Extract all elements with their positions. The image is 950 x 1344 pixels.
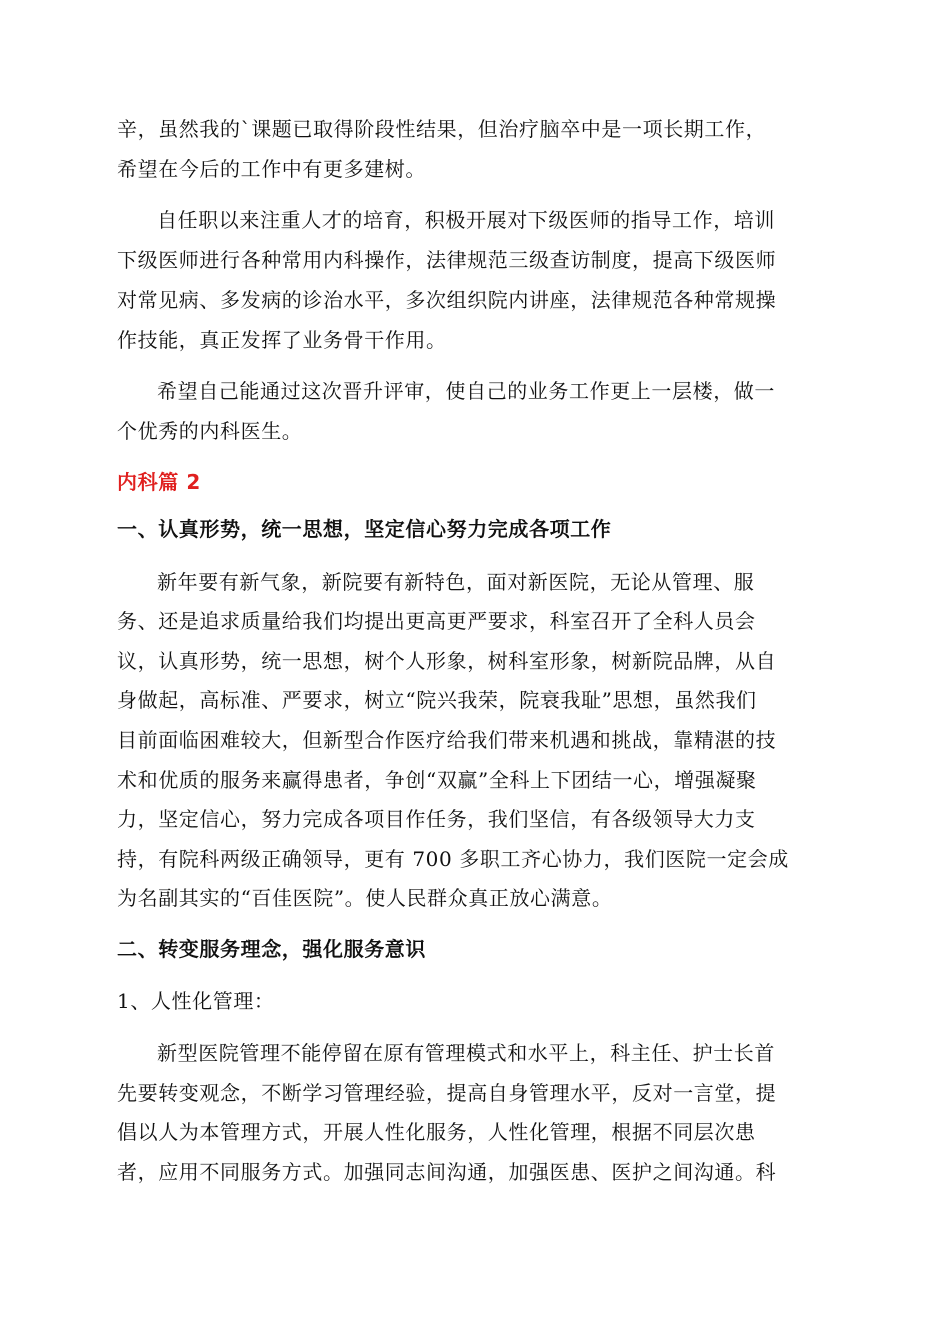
heading-1: 一、认真形势，统一思想，坚定信心努力完成各项工作 bbox=[117, 517, 612, 541]
paragraph-4-line-9: 为名副其实的“百佳医院”。使人民群众真正放心满意。 bbox=[117, 886, 613, 910]
paragraph-4-line-8: 持，有院科两级正确领导，更有 700 多职工齐心协力，我们医院一定会成 bbox=[117, 847, 789, 871]
subheading-1: 1、人性化管理： bbox=[117, 989, 275, 1013]
paragraph-3-line-1: 希望自己能通过这次晋升评审，使自己的业务工作更上一层楼，做一 bbox=[157, 379, 775, 403]
paragraph-4-line-3: 议，认真形势，统一思想，树个人形象，树科室形象，树新院品牌，从自 bbox=[117, 649, 777, 673]
paragraph-4-line-6: 术和优质的服务来赢得患者，争创“双赢”全科上下团结一心，增强凝聚 bbox=[117, 768, 757, 792]
paragraph-5-line-3: 倡以人为本管理方式，开展人性化服务，人性化管理，根据不同层次患 bbox=[117, 1120, 756, 1144]
paragraph-5-line-2: 先要转变观念，不断学习管理经验，提高自身管理水平，反对一言堂，提 bbox=[117, 1081, 777, 1105]
paragraph-1-line-1: 辛，虽然我的`课题已取得阶段性结果，但治疗脑卒中是一项长期工作， bbox=[117, 117, 767, 141]
paragraph-4-line-1: 新年要有新气象，新院要有新特色，面对新医院，无论从管理、服 bbox=[157, 570, 755, 594]
paragraph-4-line-7: 力，坚定信心，努力完成各项目作任务，我们坚信，有各级领导大力支 bbox=[117, 807, 756, 831]
paragraph-2-line-4: 作技能，真正发挥了业务骨干作用。 bbox=[117, 328, 447, 352]
section-title: 内科篇 2 bbox=[117, 470, 201, 494]
paragraph-5-line-1: 新型医院管理不能停留在原有管理模式和水平上，科主任、护士长首 bbox=[157, 1041, 775, 1065]
paragraph-2-line-2: 下级医师进行各种常用内科操作，法律规范三级查访制度，提高下级医师 bbox=[117, 248, 777, 272]
paragraph-3-line-2: 个优秀的内科医生。 bbox=[117, 419, 303, 443]
paragraph-4-line-2: 务、还是追求质量给我们均提出更高更严要求，科室召开了全科人员会 bbox=[117, 609, 756, 633]
paragraph-2-line-1: 自任职以来注重人才的培育，积极开展对下级医师的指导工作，培训 bbox=[157, 208, 775, 232]
heading-2: 二、转变服务理念，强化服务意识 bbox=[117, 937, 426, 961]
paragraph-5-line-4: 者，应用不同服务方式。加强同志间沟通，加强医患、医护之间沟通。科 bbox=[117, 1160, 777, 1184]
paragraph-4-line-5: 目前面临困难较大，但新型合作医疗给我们带来机遇和挑战，靠精湛的技 bbox=[117, 728, 777, 752]
paragraph-1-line-2: 希望在今后的工作中有更多建树。 bbox=[117, 157, 426, 181]
paragraph-4-line-4: 身做起，高标准、严要求，树立“院兴我荣，院衰我耻”思想，虽然我们 bbox=[117, 688, 757, 712]
paragraph-2-line-3: 对常见病、多发病的诊治水平，多次组织院内讲座，法律规范各种常规操 bbox=[117, 288, 777, 312]
